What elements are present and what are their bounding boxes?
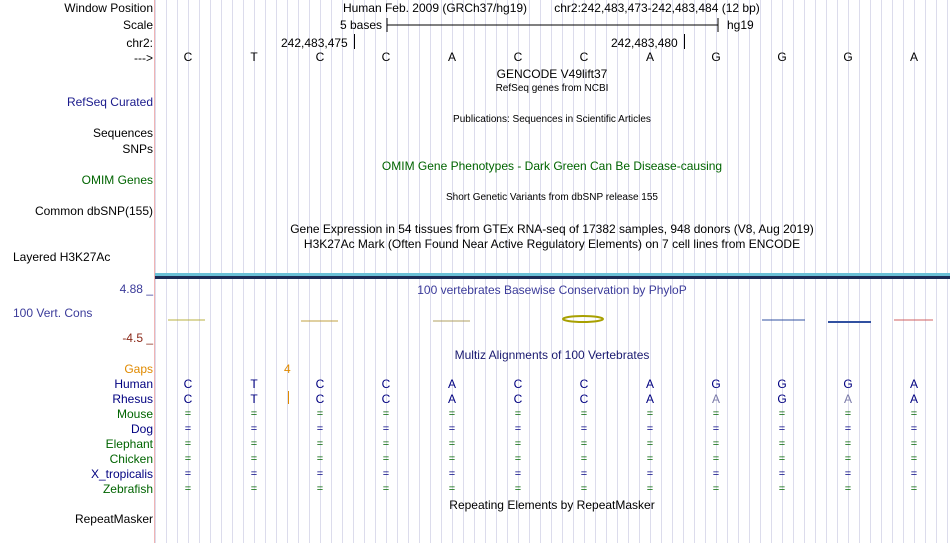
alignment-base: C: [579, 392, 589, 406]
gtex-title[interactable]: Gene Expression in 54 tissues from GTEx RNA-seq of 17382 samples, 948 donors (V8, Aug 2019): [290, 222, 814, 236]
sequence-base: G: [843, 50, 853, 64]
alignment-base: =: [910, 483, 918, 495]
region-range: chr2:242,483,473-242,483,484 (12 bp): [554, 1, 760, 15]
species-label-elephant[interactable]: Elephant: [105, 437, 153, 451]
track-area[interactable]: [155, 0, 950, 543]
alignment-base: C: [183, 377, 193, 391]
db-name: hg19: [727, 18, 754, 32]
conservation-title[interactable]: 100 vertebrates Basewise Conservation by PhyloP: [417, 283, 687, 297]
alignment-base: =: [580, 423, 588, 435]
omim-title[interactable]: OMIM Gene Phenotypes - Dark Green Can Be Disease-causing: [381, 159, 723, 173]
alignment-base: =: [580, 483, 588, 495]
snps-label[interactable]: SNPs: [122, 142, 153, 156]
scale-bar: [383, 16, 723, 34]
alignment-base: A: [447, 377, 456, 391]
alignment-base: G: [777, 377, 787, 391]
alignment-base: =: [778, 408, 786, 420]
alignment-base: =: [184, 453, 192, 465]
alignment-base: =: [514, 408, 522, 420]
alignment-base: =: [580, 408, 588, 420]
alignment-base: G: [777, 392, 787, 406]
alignment-base: C: [315, 377, 325, 391]
gap-marker: [288, 391, 289, 404]
sequences-label[interactable]: Sequences: [92, 126, 153, 140]
alignment-base: =: [184, 438, 192, 450]
multiz-title[interactable]: Multiz Alignments of 100 Vertebrates: [454, 348, 650, 362]
alignment-base: =: [778, 483, 786, 495]
alignment-base: =: [514, 438, 522, 450]
alignment-base: C: [315, 392, 325, 406]
refseq-subtitle[interactable]: RefSeq genes from NCBI: [495, 83, 609, 94]
alignment-base: C: [513, 392, 523, 406]
window-position-label: Window Position: [64, 1, 153, 15]
scale-label: Scale: [122, 18, 153, 32]
alignment-base: =: [844, 483, 852, 495]
publications-title[interactable]: Publications: Sequences in Scientific Articles: [453, 114, 651, 125]
alignment-base: =: [910, 408, 918, 420]
alignment-base: =: [316, 438, 324, 450]
alignment-base: =: [778, 468, 786, 480]
alignment-base: =: [184, 423, 192, 435]
alignment-base: =: [382, 468, 390, 480]
alignment-base: =: [316, 453, 324, 465]
alignment-base: A: [645, 377, 654, 391]
species-label-mouse[interactable]: Mouse: [116, 407, 153, 421]
assembly-title: Human Feb. 2009 (GRCh37/hg19): [342, 1, 528, 15]
alignment-base: =: [844, 438, 852, 450]
alignment-base: =: [844, 453, 852, 465]
alignment-base: =: [316, 408, 324, 420]
species-label-dog[interactable]: Dog: [130, 422, 153, 436]
species-label-human[interactable]: Human: [114, 377, 153, 391]
alignment-base: T: [250, 392, 258, 406]
alignment-base: =: [844, 468, 852, 480]
repeatmasker-title[interactable]: Repeating Elements by RepeatMasker: [449, 498, 655, 512]
alignment-base: =: [250, 438, 258, 450]
species-label-chicken[interactable]: Chicken: [109, 452, 153, 466]
coord-left-tick: [354, 34, 355, 49]
alignment-base: C: [183, 392, 193, 406]
alignment-base: A: [447, 392, 456, 406]
alignment-base: A: [711, 392, 720, 406]
alignment-base: =: [580, 453, 588, 465]
alignment-base: =: [910, 453, 918, 465]
omim-label[interactable]: OMIM Genes: [81, 173, 153, 187]
alignment-base: =: [646, 423, 654, 435]
conservation-plot: [155, 312, 950, 328]
alignment-base: =: [448, 468, 456, 480]
alignment-base: A: [909, 392, 918, 406]
cons-label[interactable]: 100 Vert. Cons: [13, 306, 93, 320]
alignment-base: =: [844, 408, 852, 420]
alignment-base: =: [844, 423, 852, 435]
alignment-base: =: [514, 468, 522, 480]
alignment-base: =: [778, 438, 786, 450]
gencode-title[interactable]: GENCODE V49lift37: [496, 67, 608, 81]
alignment-base: =: [382, 423, 390, 435]
coord-left: 242,483,475: [281, 36, 348, 50]
alignment-base: =: [382, 453, 390, 465]
species-label-rhesus[interactable]: Rhesus: [112, 392, 153, 406]
sequence-base: A: [447, 50, 456, 64]
alignment-base: C: [381, 392, 391, 406]
alignment-base: =: [316, 423, 324, 435]
h3k27ac-title[interactable]: H3K27Ac Mark (Often Found Near Active Regulatory Elements) on 7 cell lines from ENCODE: [303, 237, 801, 251]
alignment-base: =: [514, 423, 522, 435]
alignment-base: C: [513, 377, 523, 391]
alignment-base: =: [778, 453, 786, 465]
coord-right: 242,483,480: [611, 36, 678, 50]
alignment-base: =: [646, 408, 654, 420]
alignment-base: =: [712, 423, 720, 435]
alignment-base: =: [910, 468, 918, 480]
sequence-base: A: [645, 50, 654, 64]
sequence-base: T: [250, 50, 258, 64]
alignment-base: =: [712, 483, 720, 495]
alignment-base: =: [646, 453, 654, 465]
alignment-base: T: [250, 377, 258, 391]
sequence-base: G: [711, 50, 721, 64]
h3k27ac-signal-bottom: [155, 276, 950, 279]
alignment-base: =: [250, 453, 258, 465]
alignment-base: =: [316, 483, 324, 495]
alignment-base: =: [712, 408, 720, 420]
track-labels: [0, 0, 155, 543]
alignment-base: =: [514, 483, 522, 495]
cons-max-label: 4.88 _: [119, 282, 153, 296]
alignment-base: =: [250, 483, 258, 495]
chrom-label: chr2:: [126, 36, 153, 50]
h3k27ac-label[interactable]: Layered H3K27Ac: [13, 250, 111, 264]
alignment-base: =: [448, 423, 456, 435]
alignment-base: =: [250, 468, 258, 480]
alignment-base: =: [316, 468, 324, 480]
alignment-base: =: [646, 438, 654, 450]
alignment-base: =: [448, 483, 456, 495]
alignment-base: =: [250, 423, 258, 435]
alignment-base: =: [712, 453, 720, 465]
alignment-base: =: [184, 468, 192, 480]
alignment-base: A: [843, 392, 852, 406]
alignment-base: C: [381, 377, 391, 391]
coord-right-tick: [684, 34, 685, 49]
scale-text: 5 bases: [339, 18, 383, 32]
sequence-base: C: [183, 50, 193, 64]
alignment-base: A: [909, 377, 918, 391]
alignment-base: =: [910, 438, 918, 450]
alignment-base: =: [448, 438, 456, 450]
sequence-base: C: [381, 50, 391, 64]
alignment-base: =: [778, 423, 786, 435]
sequence-base: G: [777, 50, 787, 64]
alignment-base: =: [580, 468, 588, 480]
alignment-base: =: [448, 453, 456, 465]
alignment-base: =: [514, 453, 522, 465]
dbsnp-label[interactable]: Common dbSNP(155): [34, 204, 153, 218]
alignment-base: =: [382, 408, 390, 420]
alignment-base: =: [382, 483, 390, 495]
alignment-base: G: [711, 377, 721, 391]
species-label-xtropicalis[interactable]: X_tropicalis: [90, 467, 153, 481]
alignment-base: =: [646, 483, 654, 495]
gaps-label[interactable]: Gaps: [124, 362, 153, 376]
repeatmasker-label[interactable]: RepeatMasker: [74, 512, 153, 526]
species-label-zebrafish[interactable]: Zebrafish: [102, 482, 153, 496]
gap-count: 4: [284, 362, 291, 376]
dbsnp-title[interactable]: Short Genetic Variants from dbSNP release 155: [446, 192, 658, 203]
alignment-base: =: [184, 483, 192, 495]
refseq-label[interactable]: RefSeq Curated: [66, 95, 153, 109]
alignment-base: =: [580, 438, 588, 450]
alignment-base: =: [910, 423, 918, 435]
alignment-base: C: [579, 377, 589, 391]
sequence-base: A: [909, 50, 918, 64]
sequence-base: C: [579, 50, 589, 64]
alignment-base: =: [448, 408, 456, 420]
alignment-base: =: [712, 468, 720, 480]
sequence-base: C: [513, 50, 523, 64]
alignment-base: A: [645, 392, 654, 406]
alignment-base: =: [250, 408, 258, 420]
alignment-base: =: [382, 438, 390, 450]
alignment-base: =: [646, 468, 654, 480]
alignment-base: G: [843, 377, 853, 391]
sequence-base: C: [315, 50, 325, 64]
alignment-base: =: [184, 408, 192, 420]
strand-arrow-label[interactable]: --->: [134, 51, 153, 65]
cons-min-label: -4.5 _: [122, 331, 153, 345]
alignment-base: =: [712, 438, 720, 450]
